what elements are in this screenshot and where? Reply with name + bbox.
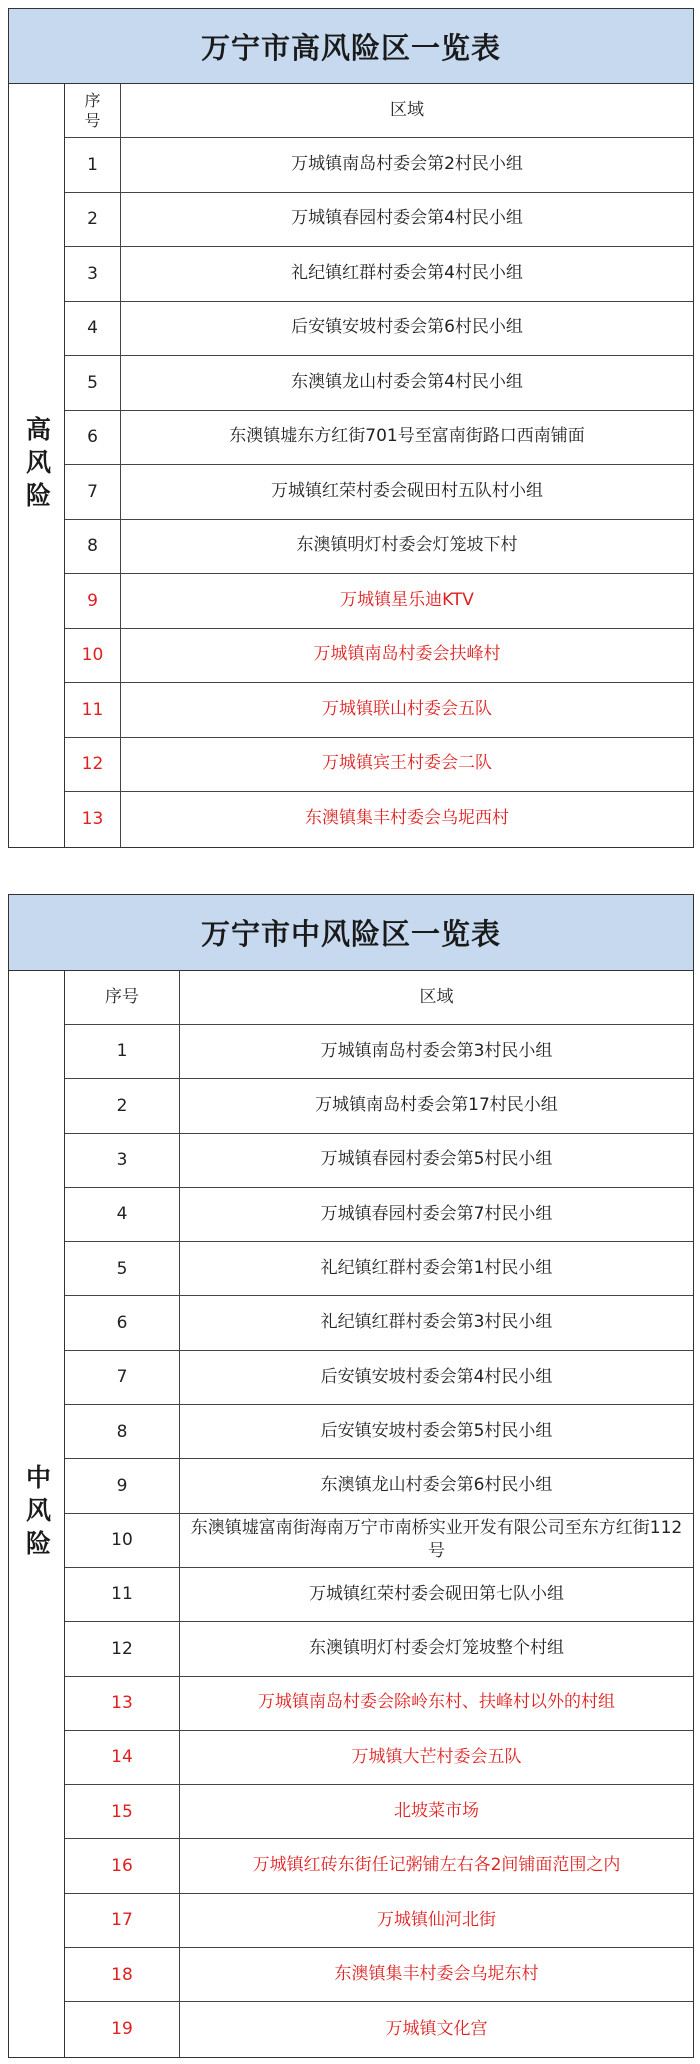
high-risk-table [8, 8, 694, 848]
row-area: 万城镇文化宫 [385, 2018, 488, 2039]
row-number: 3 [65, 1134, 180, 1187]
table-header-row [65, 971, 693, 1025]
header-no: 序号 [65, 84, 121, 137]
table-row [65, 302, 693, 357]
row-area: 东澳镇明灯村委会灯笼坡下村 [296, 535, 518, 556]
table-row [65, 1296, 693, 1350]
high-risk-category [9, 84, 65, 847]
row-area: 万城镇联山村委会五队 [322, 698, 492, 719]
row-area: 万城镇春园村委会第4村民小组 [291, 208, 523, 229]
row-area: 后安镇安坡村委会第6村民小组 [291, 317, 523, 338]
row-number: 16 [65, 1839, 180, 1892]
high-risk-title: 万宁市高风险区一览表 [9, 9, 693, 84]
header-area: 区域 [390, 99, 424, 120]
row-area: 万城镇南岛村委会除岭东村、扶峰村以外的村组 [258, 1692, 615, 1713]
table-row [65, 1677, 693, 1731]
row-area: 万城镇大芒村委会五队 [351, 1746, 522, 1767]
high-risk-rows [65, 84, 693, 847]
table-row [65, 629, 693, 684]
header-area: 区域 [419, 986, 454, 1007]
row-number: 6 [65, 411, 121, 465]
row-number: 11 [65, 683, 121, 737]
table-row [65, 574, 693, 629]
table-row [65, 1568, 693, 1622]
row-number: 15 [65, 1785, 180, 1838]
table-row [65, 138, 693, 193]
row-number: 3 [65, 247, 121, 301]
table-row [65, 1514, 693, 1568]
table-row [65, 1079, 693, 1133]
row-number: 1 [65, 138, 121, 192]
row-area: 礼纪镇红群村委会第3村民小组 [320, 1312, 553, 1333]
row-area: 后安镇安坡村委会第4村民小组 [320, 1366, 553, 1387]
table-row [65, 356, 693, 411]
medium-risk-body [9, 971, 693, 2057]
row-number: 6 [65, 1296, 180, 1349]
row-number: 8 [65, 1405, 180, 1458]
row-area: 万城镇星乐迪KTV [340, 589, 474, 610]
table-row [65, 1188, 693, 1242]
row-number: 2 [65, 1079, 180, 1132]
row-area: 万城镇红荣村委会砚田第七队小组 [309, 1583, 564, 1604]
row-area: 东澳镇集丰村委会乌坭西村 [305, 808, 509, 829]
row-number: 13 [65, 1677, 180, 1730]
row-number: 9 [65, 574, 121, 628]
row-area: 礼纪镇红群村委会第4村民小组 [291, 262, 523, 283]
row-number: 11 [65, 1568, 180, 1621]
table-row [65, 1894, 693, 1948]
table-row [65, 1839, 693, 1893]
row-area: 万城镇宾王村委会二队 [322, 753, 492, 774]
table-row [65, 1622, 693, 1676]
table-row [65, 411, 693, 466]
table-row [65, 1731, 693, 1785]
row-number: 19 [65, 2002, 180, 2056]
row-number: 5 [65, 356, 121, 410]
row-number: 4 [65, 302, 121, 356]
high-risk-category-label: 高风险 [22, 415, 52, 515]
row-area: 万城镇南岛村委会第17村民小组 [315, 1095, 558, 1116]
high-risk-body [9, 84, 693, 847]
row-area: 北坡菜市场 [394, 1800, 479, 1821]
medium-risk-category [9, 971, 65, 2057]
row-area: 东澳镇龙山村委会第4村民小组 [291, 371, 523, 392]
row-number: 7 [65, 1351, 180, 1404]
row-area: 东澳镇墟东方红街701号至富南街路口西南铺面 [229, 426, 585, 447]
row-number: 5 [65, 1242, 180, 1295]
row-number: 1 [65, 1025, 180, 1078]
table-row [65, 465, 693, 520]
table-row [65, 1025, 693, 1079]
row-number: 12 [65, 1622, 180, 1675]
row-number: 4 [65, 1188, 180, 1241]
table-row [65, 1405, 693, 1459]
row-area: 万城镇南岛村委会第3村民小组 [320, 1040, 553, 1061]
row-area: 万城镇南岛村委会第2村民小组 [291, 153, 523, 174]
table-row [65, 792, 693, 847]
header-no: 序号 [65, 971, 180, 1024]
row-number: 7 [65, 465, 121, 519]
row-area: 礼纪镇红群村委会第1村民小组 [320, 1257, 553, 1278]
row-number: 9 [65, 1459, 180, 1512]
row-number: 12 [65, 738, 121, 792]
table-row [65, 738, 693, 793]
table-row [65, 1785, 693, 1839]
row-area: 后安镇安坡村委会第5村民小组 [320, 1420, 553, 1441]
table-row [65, 247, 693, 302]
row-area: 万城镇春园村委会第5村民小组 [320, 1149, 553, 1170]
medium-risk-category-label: 中风险 [22, 1464, 52, 1564]
table-row [65, 1948, 693, 2002]
table-row [65, 520, 693, 575]
row-area: 东澳镇墟富南街海南万宁市南桥实业开发有限公司至东方红街112号 [190, 1517, 683, 1562]
row-number: 10 [65, 1514, 180, 1567]
table-row [65, 1459, 693, 1513]
row-area: 东澳镇龙山村委会第6村民小组 [320, 1475, 553, 1496]
medium-risk-rows [65, 971, 693, 2057]
row-number: 10 [65, 629, 121, 683]
table-row [65, 683, 693, 738]
table-row [65, 193, 693, 248]
medium-risk-title: 万宁市中风险区一览表 [9, 895, 693, 971]
row-number: 18 [65, 1948, 180, 2001]
row-area: 东澳镇明灯村委会灯笼坡整个村组 [309, 1638, 564, 1659]
row-area: 万城镇红砖东街任记粥铺左右各2间铺面范围之内 [252, 1855, 621, 1876]
table-row [65, 1134, 693, 1188]
row-number: 14 [65, 1731, 180, 1784]
row-area: 万城镇红荣村委会砚田村五队村小组 [271, 480, 543, 501]
table-row [65, 1351, 693, 1405]
table-row [65, 2002, 693, 2056]
row-number: 8 [65, 520, 121, 574]
row-number: 13 [65, 792, 121, 847]
row-area: 万城镇春园村委会第7村民小组 [320, 1203, 553, 1224]
row-number: 17 [65, 1894, 180, 1947]
row-area: 东澳镇集丰村委会乌坭东村 [334, 1963, 539, 1984]
medium-risk-table [8, 894, 694, 2058]
row-number: 2 [65, 193, 121, 247]
row-area: 万城镇南岛村委会扶峰村 [313, 644, 501, 665]
table-row [65, 1242, 693, 1296]
table-header-row [65, 84, 693, 138]
row-area: 万城镇仙河北街 [377, 1909, 496, 1930]
